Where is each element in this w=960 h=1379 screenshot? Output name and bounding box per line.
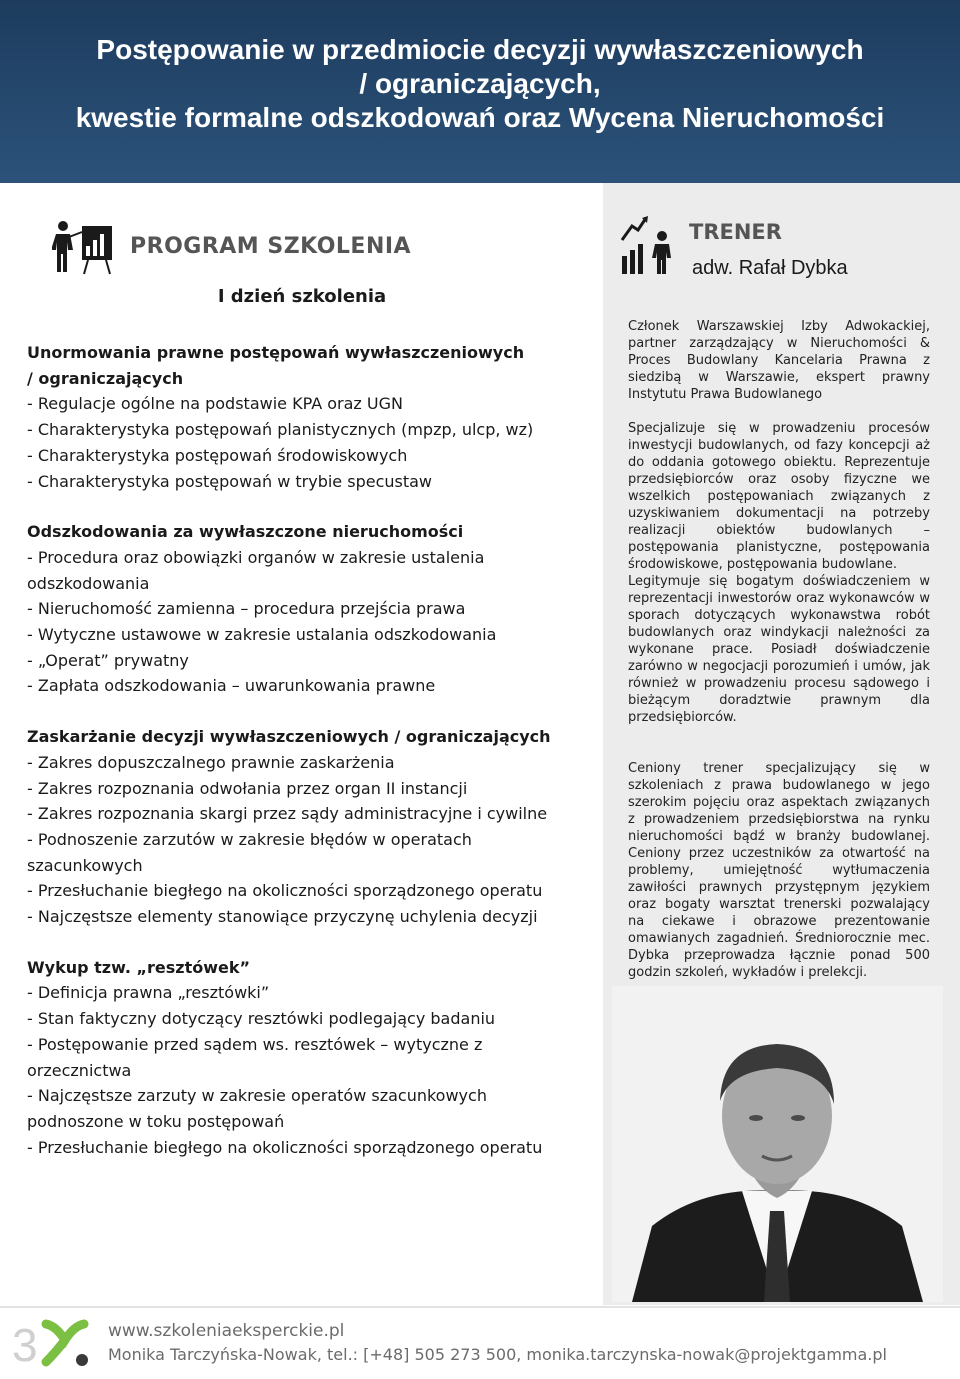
program-item: - Postępowanie przed sądem ws. resztówek – wytyczne z orzecznictwa (27, 1034, 483, 1080)
trainer-name: adw. Rafał Dybka (692, 257, 848, 279)
program-item: - Stan faktyczny dotyczący resztówki podlegający badaniu (27, 1009, 496, 1029)
program-item: - Definicja prawna „resztówki” (27, 983, 270, 1003)
trainer-photo (612, 986, 943, 1302)
section-title: Zaskarżanie decyzji wywłaszczeniowych / ograniczających (27, 727, 551, 747)
page-title-line-2: / ograniczających, (359, 68, 601, 99)
program-item: - Nieruchomość zamienna – procedura przejścia prawa (27, 599, 466, 619)
day-title: I dzień szkolenia (217, 286, 387, 307)
header-banner (0, 0, 960, 183)
szkolenia-eksperckie-logo (40, 1318, 90, 1370)
bio-paragraph: Specjalizuje się w prowadzeniu procesów inwestycji budowlanych, od fazy koncepcji aż do oddania gotowego obiektu. Reprezentuje przedsiębiorców oraz osoby fizyczne we wszelkich postępowaniach związanych z uzyskiwaniem dokumentacji na potrzeby realizacji obiektów budowlanych – postępowania planistyczne, postępowania środowiskowe, postępowania budowlane. (628, 421, 930, 572)
presenter-chart-icon (52, 220, 114, 276)
trainer-heading: TRENER (689, 220, 782, 244)
trainer-bio (628, 318, 930, 981)
program-item: - Przesłuchanie biegłego na okoliczności sporządzonego operatu (27, 881, 543, 901)
program-item: - Wytyczne ustawowe w zakresie ustalania odszkodowania (27, 625, 497, 645)
footer-contact: Monika Tarczyńska-Nowak, tel.: [+48] 505 273 500, monika.tarczynska-nowak@projektgamma.pl (108, 1345, 887, 1364)
program-item: - Najczęstsze zarzuty w zakresie operatów szacunkowych podnoszone w toku postępowań (27, 1086, 487, 1131)
program-item: - Procedura oraz obowiązki organów w zakresie ustalenia odszkodowania (27, 547, 485, 593)
program-heading: PROGRAM SZKOLENIA (130, 234, 412, 259)
program-content (27, 340, 587, 1185)
program-item: - Regulacje ogólne na podstawie KPA oraz UGN (27, 394, 403, 414)
program-item: - Zakres dopuszczalnego prawnie zaskarżenia (27, 752, 395, 772)
section-title: Odszkodowania za wywłaszczone nieruchomości (27, 522, 464, 542)
program-section (27, 340, 587, 494)
program-item: - Zakres rozpoznania skargi przez sądy administracyjne i cywilne (27, 804, 548, 824)
program-section (27, 724, 587, 930)
program-item: - Podnoszenie zarzutów w zakresie błędów w operatach szacunkowych (27, 829, 472, 875)
program-item: - Charakterystyka postępowań w trybie specustaw (27, 471, 432, 491)
program-section (27, 955, 587, 1161)
program-item: - „Operat” prywatny (27, 650, 189, 670)
page-title-line-1: Postępowanie w przedmiocie decyzji wywłaszczeniowych (96, 34, 864, 65)
program-item: - Charakterystyka postępowań planistycznych (mpzp, ulcp, wz) (27, 420, 534, 440)
bio-paragraph: Legitymuje się bogatym doświadczeniem w reprezentacji inwestorów oraz wykonawców w sporach dotyczących wykonawstwa robót budowlanych oraz windykacji należności za wykonane prace. Posiadł doświadczenie zarówno w negocjacji porozumień i umów, jak również w prowadzeniu procesu sądowego i bieżącym doradztwie prawnym dla przedsiębiorców. (628, 574, 930, 725)
section-title: / ograniczających (27, 368, 184, 388)
footer-divider (0, 1306, 960, 1308)
bio-paragraph: Ceniony trener specjalizujący się w szkoleniach z prawa budowlanego w jego szerokim pojęciu oraz aspektach związanych z prowadzeniem przedsiębiorstwa na rynku nieruchomości bądź w branży budowlanej. Ceniony przez uczestników za otwartość na problemy, umiejętność wytłumaczenia zawiłości prawnych przystępnym językiem oraz bogaty warsztat trenerski pozwalający na ciekawe i obrazowe prezentowanie omawianych zagadnień. Średniorocznie mec. Dybka przeprowadza łącznie ponad 500 godzin szkoleń, wykładów i prelekcji. (628, 761, 930, 980)
footer-website[interactable]: www.szkoleniaeksperckie.pl (108, 1321, 345, 1341)
program-section (27, 519, 587, 699)
program-item: - Charakterystyka postępowań środowiskowych (27, 445, 408, 465)
page-number: 3 (12, 1319, 38, 1371)
bio-paragraph: Członek Warszawskiej Izby Adwokackiej, partner zarządzający w Nieruchomości & Proces Budowlany Kancelaria Prawna z siedzibą w Warszawie, ekspert prawny Instytutu Prawa Budowlanego (628, 319, 930, 402)
program-item: - Zakres rozpoznania odwołania przez organ II instancji (27, 778, 468, 798)
growth-people-icon (620, 216, 676, 276)
program-item: - Najczęstsze elementy stanowiące przyczynę uchylenia decyzji (27, 907, 538, 927)
section-title: Wykup tzw. „resztówek” (27, 957, 251, 977)
program-item: - Przesłuchanie biegłego na okoliczności sporządzonego operatu (27, 1137, 543, 1157)
program-item: - Zapłata odszkodowania – uwarunkowania prawne (27, 676, 436, 696)
section-title: Unormowania prawne postępowań wywłaszczeniowych (27, 343, 525, 362)
page-title-line-3: kwestie formalne odszkodowań oraz Wycena Nieruchomości (75, 102, 885, 133)
